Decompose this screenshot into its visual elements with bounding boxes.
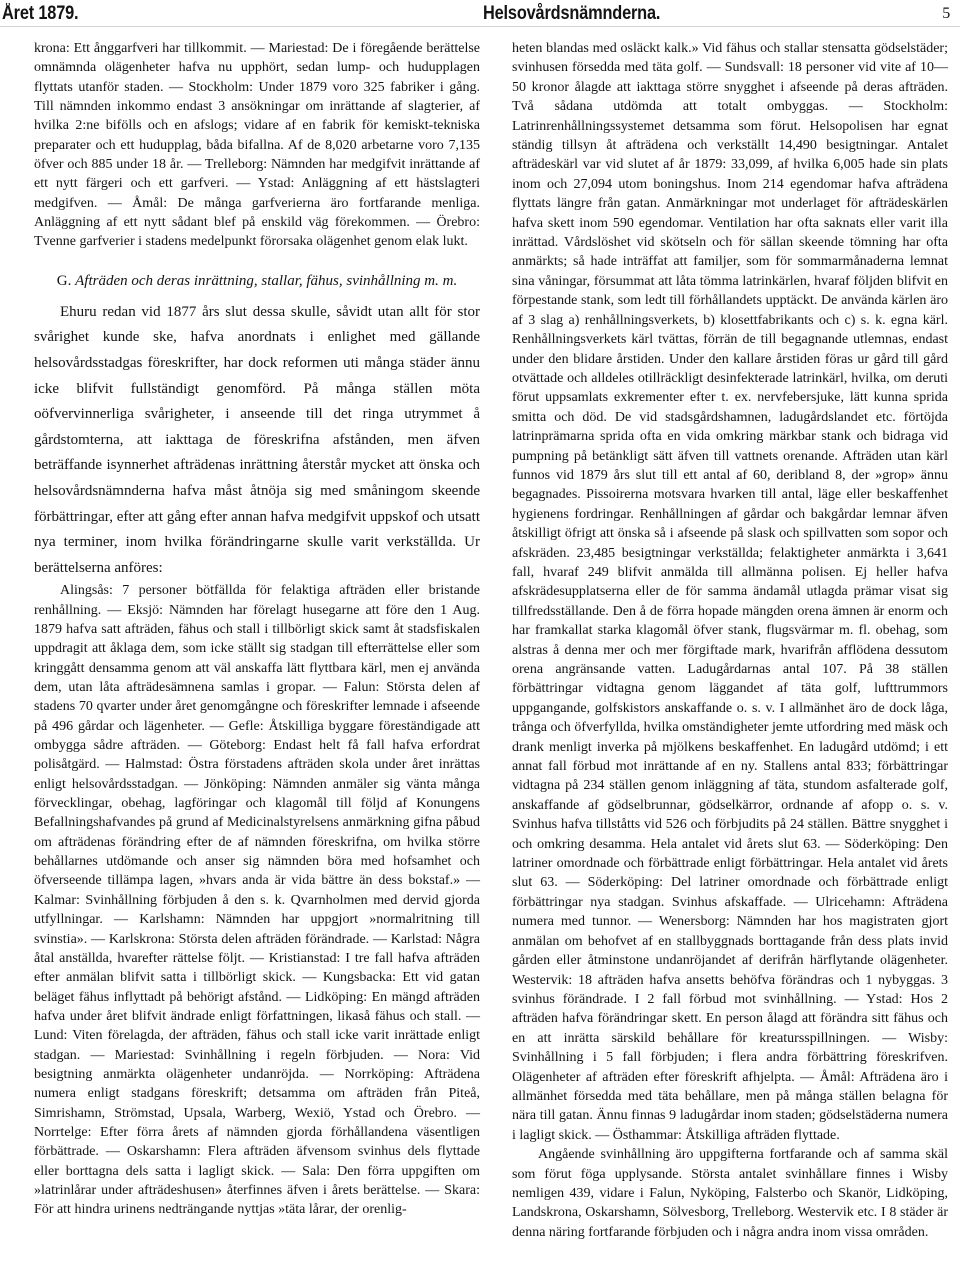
- intro-paragraph: krona: Ett ånggarfveri har tillkommit. — Mariestad: De i föregående berättelse omnämnda olägenheter hafva nu upphört, sedan lump- och hudupplagen flyttats utanför staden. — Stockholm: Under 1879 voro 325 fabriker i gång. Till nämnden inkommo endast 3 ansökningar om inrättande af slagterier, af hvilka 2:ne bifölls och en afslogs; vidare af en fabrik för kemiskt-tekniska preparater och ett hudupplag, båda bifallna. Af de 8,020 arbetarne voro 7,135 öfver och 885 under 18 år. — Trelleborg: Nämnden har medgifvit inrättande af ett nytt färgeri och ett garfveri. — Ystad: Anläggning af ett hästslagteri medgifven. — Åmål: De många garfverierna äro fortfarande menliga. Anläggning af ett nytt sådant blef på enskild väg förekommen. — Örebro: Tvenne garfverier i stadens medelpunkt förorsaka olägenhet genom elak lukt.: [34, 41, 480, 250]
- running-header-title: Helsovårdsnämnderna.: [483, 3, 661, 24]
- right-column: [512, 39, 948, 1242]
- section-heading: [34, 271, 480, 291]
- header-divider: [0, 26, 960, 27]
- running-header-year: Året 1879.: [2, 3, 79, 24]
- section-letter: G.: [56, 272, 72, 289]
- left-column: [34, 39, 480, 1220]
- section-intro-paragraph: Ehuru redan vid 1877 års slut dessa skulle, såvidt utan allt för stor svårighet kunde ske, hafva anordnats i enlighet med gällande helsovårdsstadgas föreskrifter, har dock reformen uti många städer ännu icke blifvit fullständigt genomförd. På många ställen möta oöfvervinnerliga svårigheter, i anseende till det ringa utrymmet å gårdstomterna, att iakttaga de föreskrifna afstånden, men äfven beträffande isynnerhet afträdenas inrättning återstår mycket att önska och helsovårdsnämnderna hafva måst åtnöja sig med småningom skeende förbättringar, efter att gång efter annan hafva medgifvit uppskof och utsatt nya terminer, inom hvilka förändringarne skulle varit verkställda. Ur berättelserna anföres:: [34, 303, 480, 576]
- town-reports-paragraph: Alingsås: 7 personer bötfällda för felaktiga afträden eller bristande renhållning. — Eksjö: Nämnden har förelagt husegarne att före den 1 Aug. 1879 hafva satt afträden, fähus och stall i tillbörligt skick samt åt stadsfiskalen uppdragit att åklaga dem, som icke ställt sig stadgan till efterrättelse eller som kringgått densamma genom att väl anskaffa lätt flyttbara kärl, men ej använda dem, utan låta afträdesämnena samlas i gropar. — Falun: Största delen af stadens 70 qvarter under året genomgångne och föreskrifter lemnade i afseende på 496 gårdar och lägenheter. — Gefle: Åtskilliga byggare föreständigade att ombygga sådre afträden. — Göteborg: Endast helt få fall hafva erfordrat polisåtgärd. — Halmstad: Östra förstadens afträden skola under året inrättas enligt helsovårdsstadgan. — Jönköping: Nämnden anmäler sig vänta många förvecklingar, obehag, lagföringar och klagomål till följd af Konungens Befallningshafvandes på grund af Medicinalstyrelsens anmärkning gifna påbud om afträdenas förändring efter de af nämnden föreskrifna, om hvilka större behållarnes utdömande och anser sig nämnden böra med hofsamhet och öfverseende tillämpa lagen, »hvars anda är vida bättre än dess bokstaf.» — Kalmar: Svinhållning förbjuden å den s. k. Qvarnholmen med dervid gjorda utfyllningar. — Karlshamn: Nämnden har uppgjort »normalritning till svinstia». — Karlskrona: Största delen afträden förändrade. — Karlstad: Några åtal anställda, hvarefter rättelse följt. — Kristianstad: I tre fall hafva afträden efter anmälan blifvit satta i tillbörligt skick. — Kungsbacka: Ett vid gatan beläget fähus inflyttadt på behörigt afstånd. — Lidköping: En mängd afträden hafva under året blifvit ändrade enligt författningen, likaså fähus och stall. — Lund: Viten förelagda, der afträden, fähus och stall icke varit inrättade enligt stadgan. — Mariestad: Svinhållning i regeln förbjuden. — Nora: Vid besigtning anmärkta olägenheter undanröjda. — Norrköping: Afträdena numera enligt stadgans föreskrift; detsamma om afträden från Piteå, Simrishamn, Strömstad, Upsala, Warberg, Wexiö, Ystad och Örebro. — Norrtelge: Efter förra årets af nämnden gjorda förhållandena väsentligen förbättrade. — Oskarshamn: Flera afträden äfvensom svinhus dels flyttade eller borttagna dels satta i lagligt skick. — Sala: Den förra uppgiften om »latrinlårar under afträdeshusen» återfinnes äfven i årets berättelse. — Skara: För att hindra urinens nedträngande nyttjas »täta lårar, der orenlig-: [34, 583, 480, 1218]
- continued-reports-paragraph: heten blandas med osläckt kalk.» Vid fähus och stallar stensatta gödselstäder; svinhusen försedda med täta golf. — Sundsvall: 18 personer vid vite af 10—50 kronor ålagde att iakttaga större snygghet i afseende på deras afträden. Två sådana utdömda att totalt ombyggas. — Stockholm: Latrinrenhållningssystemet detsamma som förut. Helsopolisen har egnat ständig tillsyn åt afträdena och verkställt 14,490 besigtningar. Antalet afträdeskärl var vid slutet af år 1879: 33,099, af hvilka 6,005 hade sin plats inom och 27,094 utom boningshus. Inom 214 egendomar hafva afträdena flyttats längre från gatan. Anmärkningar mot underlaget för afträdeskärlen hafva skett inom 590 egendomar. Ventilation har ofta saknats eller varit illa inrättad. Vårdslöshet vid skötseln och för sällan skeende tömning har ofta anmärkts; så hade inträffat att familjer, som för sommarmånaderna lemnat sina våningar, försummat att låta tömma latrinkärlen, hvaraf följden blifvit en förpestande stank, som ledt till förhållandets upptäckt. De använda kärlen äro af 3 slag a) renhållningsverkets, b) klosettfabrikants och c) s. k. egna kärl. Renhållningsverkets kärl tvättas, förrän de till begagnande utlemnas, endast under den blidare årstiden. Under den kallare årstiden föras ur gård till gård otvättade och alldeles otillräckligt desinfekterade latrinkärl, hvilka, om deruti förut uppsamlats exkrementer efter t. ex. nervfebersjuke, lätt kunna sprida smitta och död. De vid stadsgårdshamnen, ladugårdslandet etc. förtöjda latrinprämarna sprida ofta en vida omkring märkbar stank och bidraga vid pumpning på betänkligt sätt äfven till vattnets orenande. Afträden utan kärl funnos vid 1879 års slut till ett antal af 60, deribland 8, der »grop» ännu begagnades. Pissoirerna motsvara hvarken till antal, läge eller beskaffenhet hygienens fordringar. Renhållningen af gårdar och bakgårdar lemnar äfven åtskilligt öfrigt att önska så i afseende på slask och spillvatten som sopor och afskräden. 23,485 besigtningar verkställda; felaktigheter anmärkta i 3,641 fall, hvaraf 249 blifvit anmälda till allmänna polisen. Ej heller hafva afskrädesupplatserna eller de för samma ändamål utlagda prämar visat sig tillfredsställande. Den å de förra hopade mängden orena ämnen är enorm och har framkallat starka klagomål öfver stank, flugsvärmar m. fl. obehag, som alstras å denna mer och mer förgiftade mark, hvarifrån afflödena dessutom orena angränsande vatten. Ladugårdarnas antal 107. På 38 ställen förbättringar vidtagna genom läggandet af täta golf, lufttrummors uppgangande, golfskistors anskaffande o. s. v. I allmänhet äro de dock låga, trånga och öfverfyllda, hvilka omständigheter jemte utfordring med mäsk och drank menligt inverka på mjölkens beskaffenhet. En ladugård utdömd; i ett annat fall förbud mot inrättande af en ny. Stallens antal 833; förbättringar vidtagna på 234 ställen genom inläggning af täta, stundom asfalterade golf, anskaffande af gödselbrunnar, gödselkärror, ordnande af afopp o. s. v. Svinhus hafva tillståtts vid 526 och förbjudits på 24 ställen. Bättre snygghet i och omkring desamma. Hela antalet vid årets slut 63. — Söderköping: Den latriner omordnade och förbättrade enligt förbättringar. Hela antalet vid årets slut 63. — Söderköping: Del latriner omordnade och förbättrade enligt förbättringar nya stadgan. Svinhus afskaffade. — Ulricehamn: Afträdena numera med tunnor. — Wenersborg: Nämnden har hos magistraten gjort anmälan om behofvet af en stallbyggnads borttagande från dess plats invid gården eller åtminstone undanröjandet af derifrån härflytande olägenheter. Westervik: 18 afträden hafva ansetts behöfva förändras och 1 nybyggas. 3 svinhus förändrade. I 2 fall förbud mot svinhållning. — Ystad: Hos 2 afträden hafva förändringar skett. En person ålagd att förändra sitt fähus och en att inrätta särskild behållare för kreatursspillningen. — Wisby: Svinhållning i 5 fall förbjuden; i flera andra förbättring föreskrifven. Olägenheter af afträden efter föreskrift afhjelpta. — Åmål: Afträdena äro i allmänhet försedda med täta behållare, men på många ställen belagna för nära till gatan. Ännu finnas 9 ladugårdar inom staden; gödselstäderna numera i lagligt skick. — Östhammar: Åtskilliga afträden flyttade.: [512, 41, 948, 1143]
- section-title: Afträden och deras inrättning, stallar, fähus, svinhållning m. m.: [75, 272, 458, 289]
- pig-keeping-paragraph: Angående svinhållning äro uppgifterna fortfarande och af samma skäl som förut föga upplysande. Största antalet svinhållare finnes i Wisby nemligen 439, vidare i Falun, Nyköping, Falsterbo och Skanör, Lidköping, Landskrona, Oskarshamn, Sölvesborg, Trelleborg. Westervik etc. I 8 städer är denna näring fortfarande förbjuden och i några andra inom vissa områden.: [512, 1147, 948, 1240]
- page-number: 5: [942, 5, 950, 22]
